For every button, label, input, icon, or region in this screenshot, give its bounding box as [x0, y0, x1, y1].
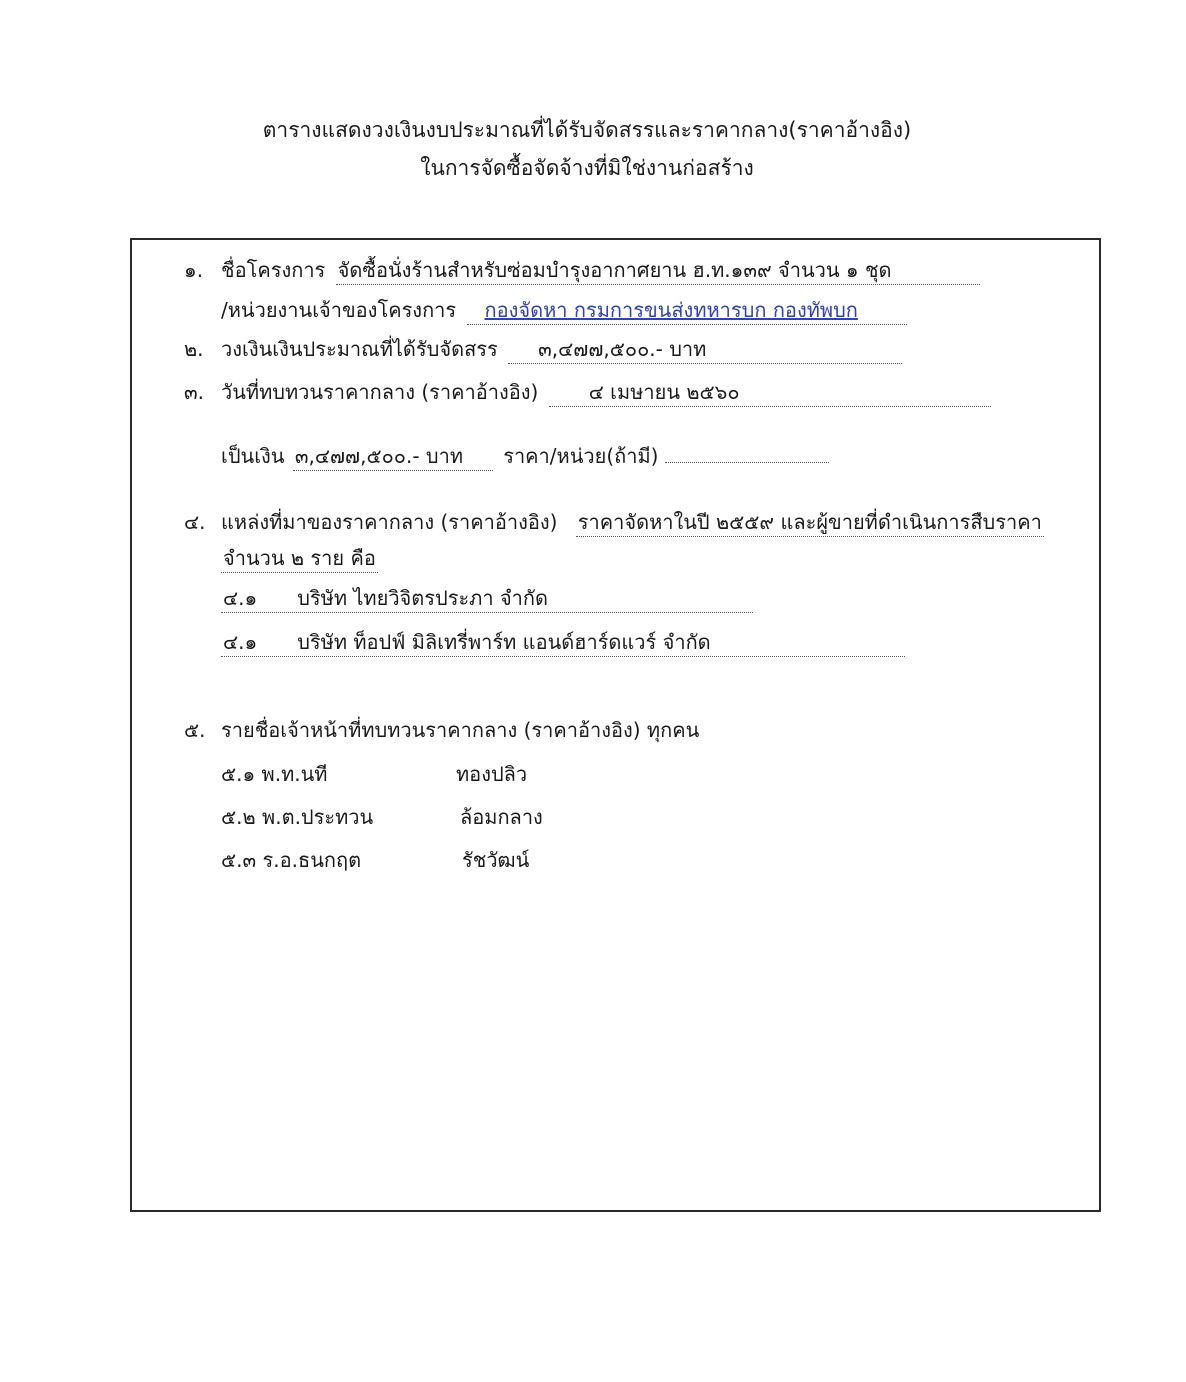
item4-value-cont: จำนวน ๒ ราย คือ [221, 544, 378, 573]
officer-1-name: ๕.๑ พ.ท.นที [221, 762, 328, 786]
source-2-number: ๔.๑ [223, 630, 258, 654]
item1-number: ๑. [184, 258, 204, 282]
source-2-text [221, 628, 905, 657]
owner-link[interactable]: กองจัดหา กรมการขนส่งทหารบก กองทัพบก [484, 298, 858, 322]
officer-3-surname: รัชวัฒน์ [462, 848, 530, 872]
officer-2-name: ๕.๒ พ.ต.ประทวน [221, 805, 374, 829]
item3-unit-label: ราคา/หน่วย(ถ้ามี) [503, 444, 659, 468]
officer-2-surname: ล้อมกลาง [460, 805, 543, 829]
item2-label: วงเงินเงินประมาณที่ได้รับจัดสรร [221, 337, 498, 361]
source-1-text [221, 584, 753, 613]
item4-number: ๔. [184, 510, 206, 534]
item1-label: ชื่อโครงการ [221, 258, 326, 282]
item2-value: ๓,๔๗๗,๕๐๐.- บาท [508, 335, 902, 364]
officer-1-surname: ทองปลิว [456, 762, 528, 786]
item3-amount-row [221, 442, 829, 472]
item2-row [221, 335, 902, 365]
item1-owner-value[interactable] [467, 296, 907, 325]
item2-number: ๒. [184, 337, 204, 361]
item3-label: วันที่ทบทวนราคากลาง (ราคาอ้างอิง) [221, 380, 539, 404]
item4-label: แหล่งที่มาของราคากลาง (ราคาอ้างอิง) [221, 510, 558, 534]
item3-unit-value [665, 462, 829, 463]
item4-row [221, 508, 1044, 538]
item3-row [221, 378, 991, 408]
item1-owner-label: /หน่วยงานเจ้าของโครงการ [221, 298, 457, 322]
item5-number: ๕. [184, 718, 206, 742]
item4-row-cont [221, 544, 378, 574]
item1-row [221, 256, 980, 286]
item3-amount-label: เป็นเงิน [221, 444, 285, 468]
source-1-number: ๔.๑ [223, 586, 258, 610]
officer-3-name: ๕.๓ ร.อ.ธนกฤต [221, 848, 362, 872]
item5-label: รายชื่อเจ้าหน้าที่ทบทวนราคากลาง (ราคาอ้างอิง) ทุกคน [221, 718, 700, 742]
source-2-name: บริษัท ท็อปฟ์ มิลิเทรี่พาร์ท แอนด์ฮาร์ดแวร์ จำกัด [297, 630, 711, 654]
document-title: ตารางแสดงวงเงินงบประมาณที่ได้รับจัดสรรและราคากลาง(ราคาอ้างอิง) [262, 118, 912, 142]
source-row-1 [221, 584, 753, 614]
item4-value: ราคาจัดหาในปี ๒๕๕๙ และผู้ขายที่ดำเนินการสืบราคา [576, 508, 1044, 537]
source-1-name: บริษัท ไทยวิจิตรประภา จำกัด [297, 586, 549, 610]
source-row-2 [221, 628, 905, 658]
item1-owner-row [221, 296, 907, 326]
document-subtitle: ในการจัดซื้อจัดจ้างที่มิใช่งานก่อสร้าง [420, 156, 754, 180]
item1-value: จัดซื้อนั่งร้านสำหรับซ่อมบำรุงอากาศยาน ฮ.ท.๑๓๙ จำนวน ๑ ชุด [336, 256, 980, 285]
item3-number: ๓. [184, 380, 205, 404]
item3-value: ๔ เมษายน ๒๕๖๐ [549, 378, 991, 407]
item3-amount-value: ๓,๔๗๗,๕๐๐.- บาท [293, 442, 493, 471]
